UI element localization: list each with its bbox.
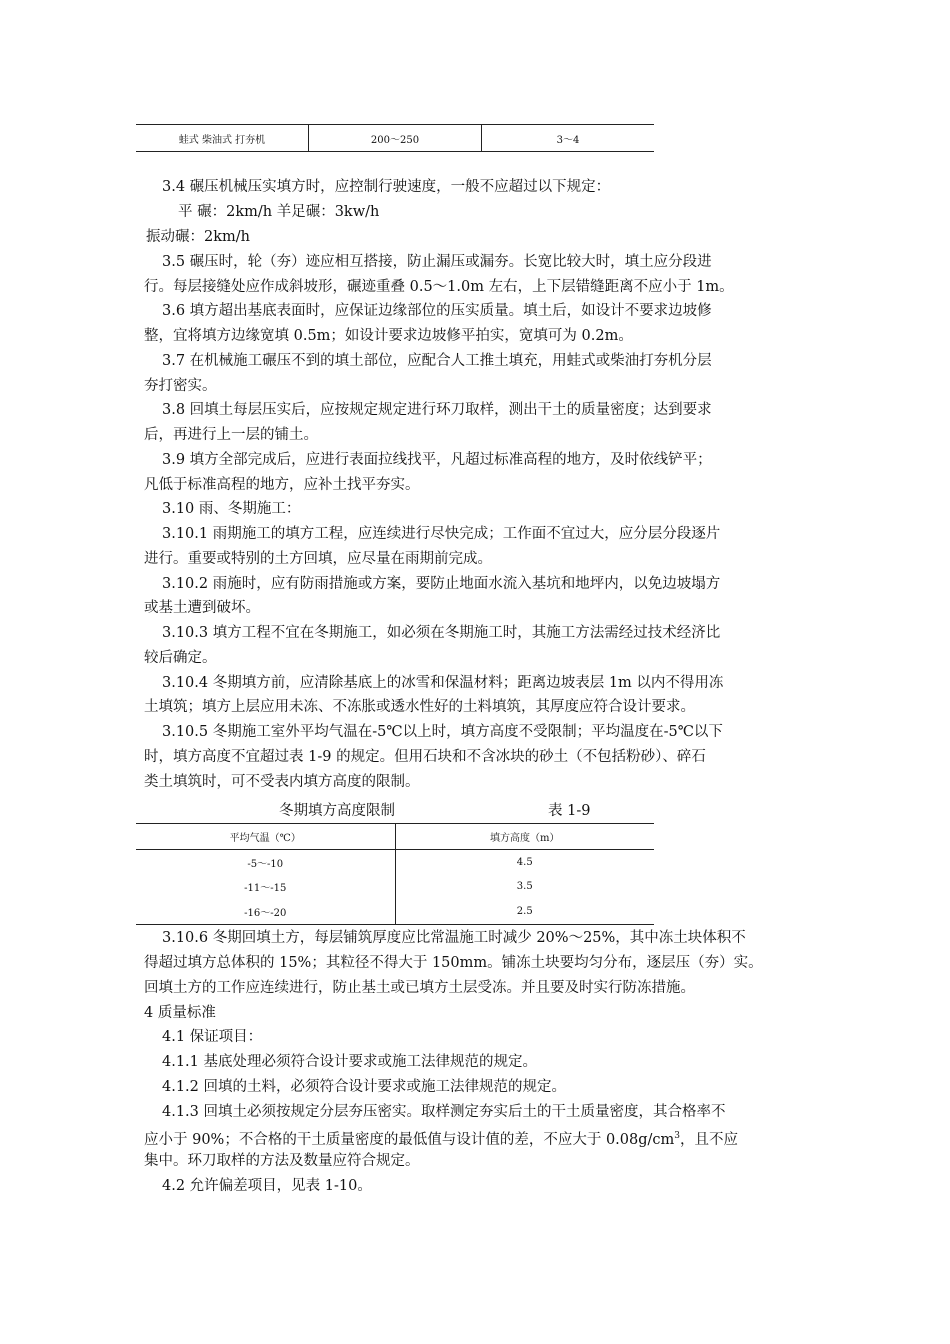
paragraph: 3.4 碾压机械压实填方时，应控制行驶速度，一般不应超过以下规定： (162, 179, 611, 195)
table-cell: 蛙式 柴油式 打夯机 (178, 134, 266, 146)
table-row (136, 899, 654, 924)
paragraph: 3.9 填方全部完成后，应进行表面拉线找平，凡超过标准高程的地方，及时依线铲平； (162, 452, 712, 468)
paragraph: 3.10 雨、冬期施工： (162, 501, 301, 517)
winter-fill-height-table (136, 823, 654, 925)
paragraph: 3.6 填方超出基底表面时，应保证边缘部位的压实质量。填土后，如设计不要求边坡修 (162, 303, 712, 319)
table-cell: -11～-15 (244, 883, 287, 895)
column-header: 填方高度（m） (395, 824, 655, 849)
paragraph: 凡低于标准高程的地方，应补土找平夯实。 (144, 477, 420, 493)
paragraph: 类土填筑时，可不受表内填方高度的限制。 (144, 774, 420, 790)
table-cell: 3～4 (481, 125, 654, 151)
paragraph: 4.2 允许偏差项目，见表 1-10。 (162, 1178, 372, 1194)
paragraph: 夯打密实。 (144, 378, 217, 394)
paragraph: 3.10.3 填方工程不宜在冬期施工，如必须在冬期施工时，其施工方法需经过技术经济比 (162, 625, 721, 641)
table-title: 冬期填方高度限制 (279, 803, 395, 819)
table-cell: 2.5 (395, 899, 655, 924)
paragraph: 行。每层接缝处应作成斜坡形，碾迹重叠 0.5～1.0m 左右，上下层错缝距离不应小于 1m。 (144, 279, 734, 295)
paragraph: 整，宜将填方边缘宽填 0.5m；如设计要求边坡修平拍实，宽填可为 0.2m。 (144, 328, 633, 344)
paragraph: 3.5 碾压时，轮（夯）迹应相互搭接，防止漏压或漏夯。长宽比较大时，填土应分段进 (162, 254, 712, 270)
table-number: 表 1-9 (548, 803, 591, 819)
paragraph: 或基土遭到破坏。 (144, 600, 260, 616)
paragraph: 3.10.2 雨施时，应有防雨措施或方案，要防止地面水流入基坑和地坪内，以免边坡塌方 (162, 576, 721, 592)
paragraph: 得超过填方总体积的 15%；其粒径不得大于 150mm。铺冻土块要均匀分布，逐层压（夯）实。 (144, 955, 763, 971)
table-row (136, 850, 654, 875)
paragraph: 时，填方高度不宜超过表 1-9 的规定。但用石块和不含冰块的砂土（不包括粉砂）、碎石 (144, 749, 706, 765)
paragraph: 较后确定。 (144, 650, 217, 666)
paragraph: 回填土方的工作应连续进行，防止基土或已填方土层受冻。并且要及时实行防冻措施。 (144, 980, 695, 996)
table-cell: 4.5 (395, 850, 655, 875)
column-header: 平均气温（℃） (229, 833, 301, 844)
table-cell: 200～250 (308, 125, 481, 151)
table-header-row (136, 824, 654, 850)
paragraph: 3.8 回填土每层压实后，应按规定规定进行环刀取样，测出干土的质量密度；达到要求 (162, 402, 712, 418)
paragraph: 3.10.4 冬期填方前，应清除基底上的冰雪和保温材料；距离边坡表层 1m 以内不得用冻 (162, 675, 724, 691)
paragraph: 3.10.1 雨期施工的填方工程，应连续进行尽快完成；工作面不宜过大，应分层分段逐片 (162, 526, 721, 542)
section-heading: 4 质量标准 (144, 1005, 216, 1021)
paragraph: 平 碾：2km/h 羊足碾：3kw/h (178, 204, 380, 220)
table-cell: -16～-20 (244, 907, 287, 919)
paragraph: 进行。重要或特别的土方回填，应尽量在雨期前完成。 (144, 551, 492, 567)
paragraph: 集中。环刀取样的方法及数量应符合规定。 (144, 1153, 420, 1169)
paragraph: 后，再进行上一层的铺土。 (144, 427, 318, 443)
paragraph: 3.10.5 冬期施工室外平均气温在-5℃以上时，填方高度不受限制；平均温度在-5℃以下 (162, 724, 723, 740)
paragraph: 4.1.1 基底处理必须符合设计要求或施工法律规范的规定。 (162, 1054, 538, 1070)
paragraph: 振动碾：2km/h (146, 229, 250, 245)
table-cell: -5～-10 (247, 858, 284, 870)
paragraph: 4.1 保证项目： (162, 1029, 263, 1045)
paragraph: 3.10.6 冬期回填土方，每层铺筑厚度应比常温施工时减少 20%～25%，其中冻土块体积不 (162, 930, 746, 946)
paragraph: 4.1.2 回填的土料，必须符合设计要求或施工法律规范的规定。 (162, 1079, 567, 1095)
superscript: 3 (674, 1131, 681, 1141)
paragraph: 土填筑；填方上层应用未冻、不冻胀或透水性好的土料填筑，其厚度应符合设计要求。 (144, 699, 695, 715)
table-cell: 3.5 (395, 875, 655, 900)
equipment-table (136, 124, 654, 152)
table-row (136, 875, 654, 900)
paragraph-text: 应小于 90%；不合格的干土质量密度的最低值与设计值的差，不应大于 0.08g/cm (144, 1131, 675, 1148)
paragraph: 4.1.3 回填土必须按规定分层夯压密实。取样测定夯实后土的干土质量密度，其合格率不 (162, 1104, 726, 1120)
paragraph: 3.7 在机械施工碾压不到的填土部位，应配合人工推土填充，用蛙式或柴油打夯机分层 (162, 353, 712, 369)
paragraph-text: ，且不应 (680, 1131, 739, 1148)
